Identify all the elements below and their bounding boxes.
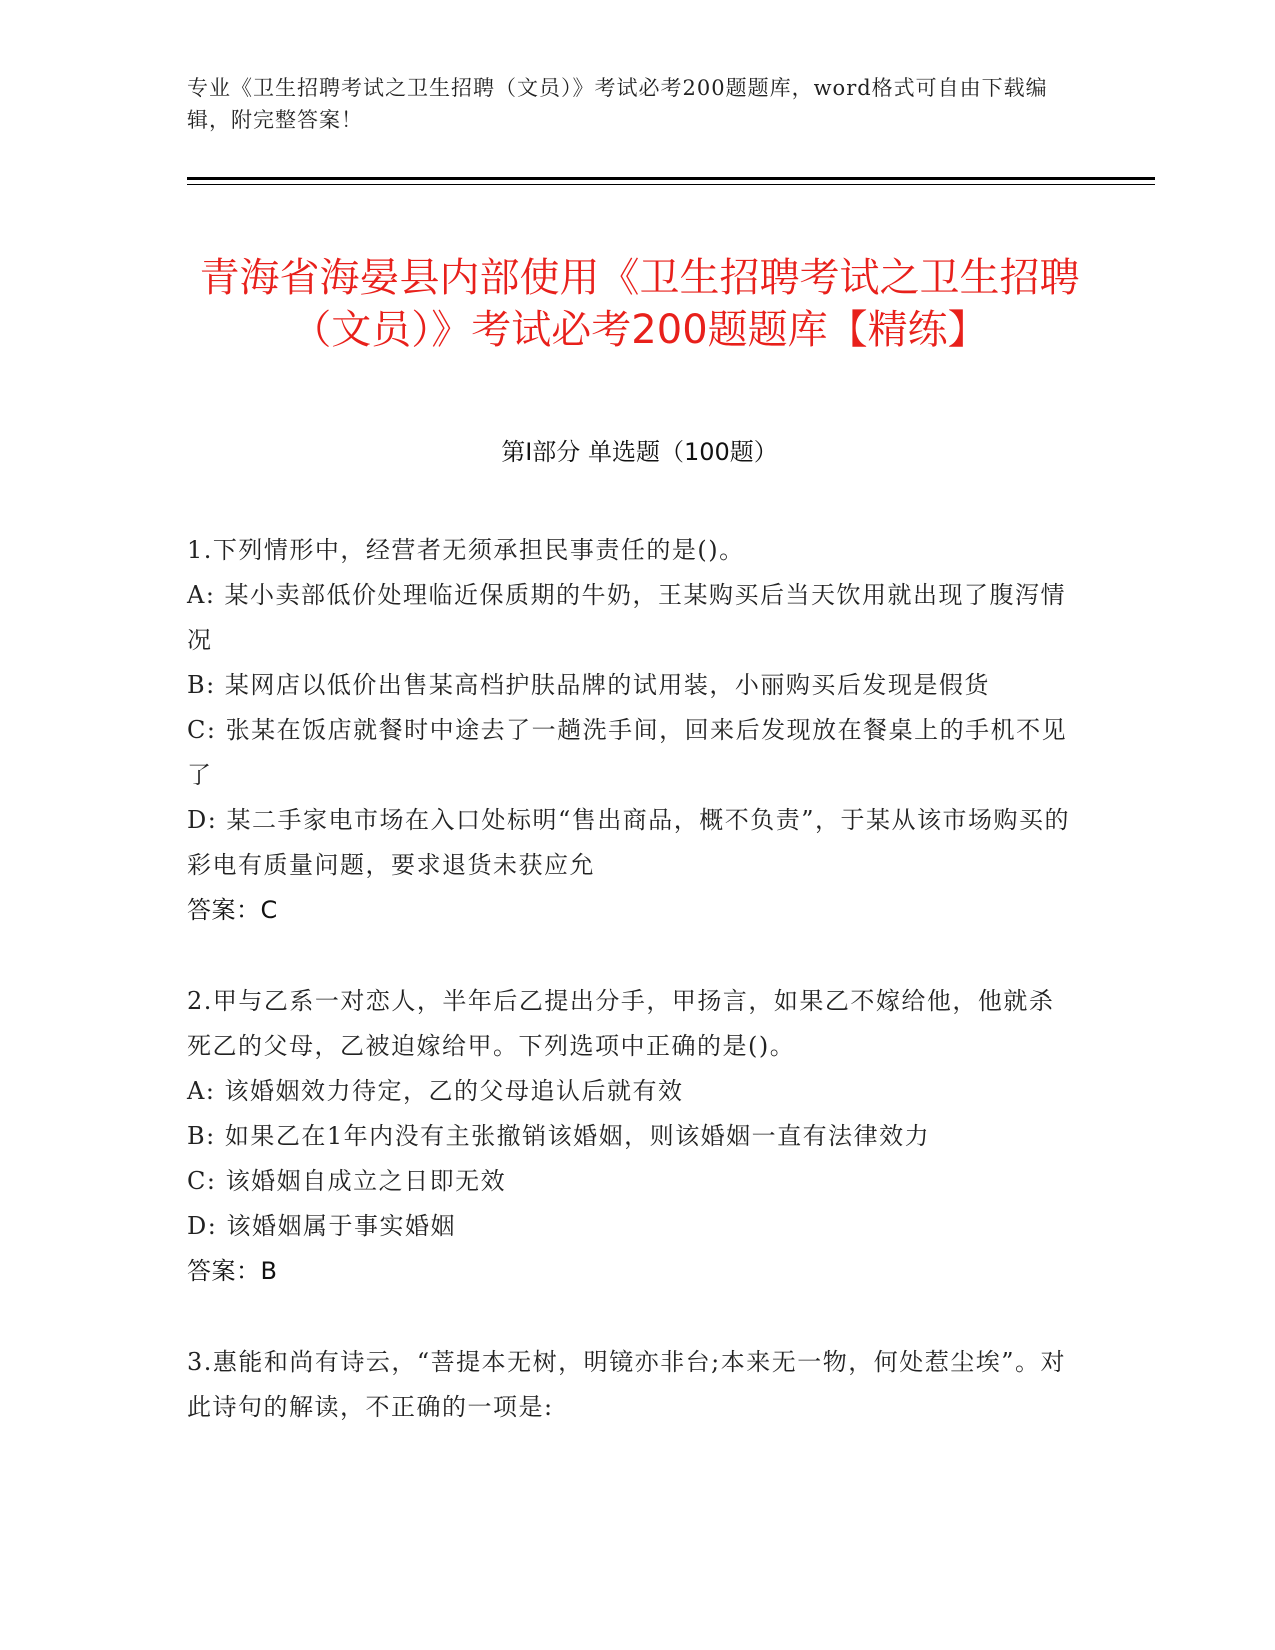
header-divider [187,177,1155,180]
option-d: D: 该婚姻属于事实婚姻 [187,1212,456,1240]
answer-line: 答案：B [187,1257,278,1285]
question-stem: 3.惠能和尚有诗云，“菩提本无树，明镜亦非台;本来无一物，何处惹尘埃”。对此诗句的解读，不正确的一项是: [187,1348,1067,1421]
option-a: A: 某小卖部低价处理临近保质期的牛奶，王某购买后当天饮用就出现了腹泻情况 [187,581,1067,654]
question-1 [187,528,1077,933]
document-title: 青海省海晏县内部使用《卫生招聘考试之卫生招聘（文员）》考试必考200题题库【精练】 [199,254,1080,353]
option-b: B: 如果乙在1年内没有主张撤销该婚姻，则该婚姻一直有法律效力 [187,1122,931,1150]
section-heading: 第I部分 单选题（100题） [501,438,778,466]
option-c: C: 张某在饭店就餐时中途去了一趟洗手间，回来后发现放在餐桌上的手机不见了 [187,716,1068,789]
option-b: B: 某网店以低价出售某高档护肤品牌的试用装，小丽购买后发现是假货 [187,671,990,699]
question-stem: 1.下列情形中，经营者无须承担民事责任的是()。 [187,536,745,564]
question-stem: 2.甲与乙系一对恋人，半年后乙提出分手，甲扬言，如果乙不嫁给他，他就杀死乙的父母，乙被迫嫁给甲。下列选项中正确的是()。 [187,987,1055,1060]
question-2 [187,979,1077,1294]
option-d: D: 某二手家电市场在入口处标明“售出商品，概不负责”，于某从该市场购买的彩电有质量问题，要求退货未获应允 [187,806,1070,879]
option-a: A: 该婚姻效力待定，乙的父母追认后就有效 [187,1077,684,1105]
answer-line: 答案：C [187,896,278,924]
question-list [187,528,1077,1430]
option-c: C: 该婚姻自成立之日即无效 [187,1167,507,1195]
question-3 [187,1340,1077,1430]
header-divider-thin [187,184,1155,185]
header-note: 专业《卫生招聘考试之卫生招聘（文员）》考试必考200题题库，word格式可自由下载编辑，附完整答案！ [187,76,1048,132]
